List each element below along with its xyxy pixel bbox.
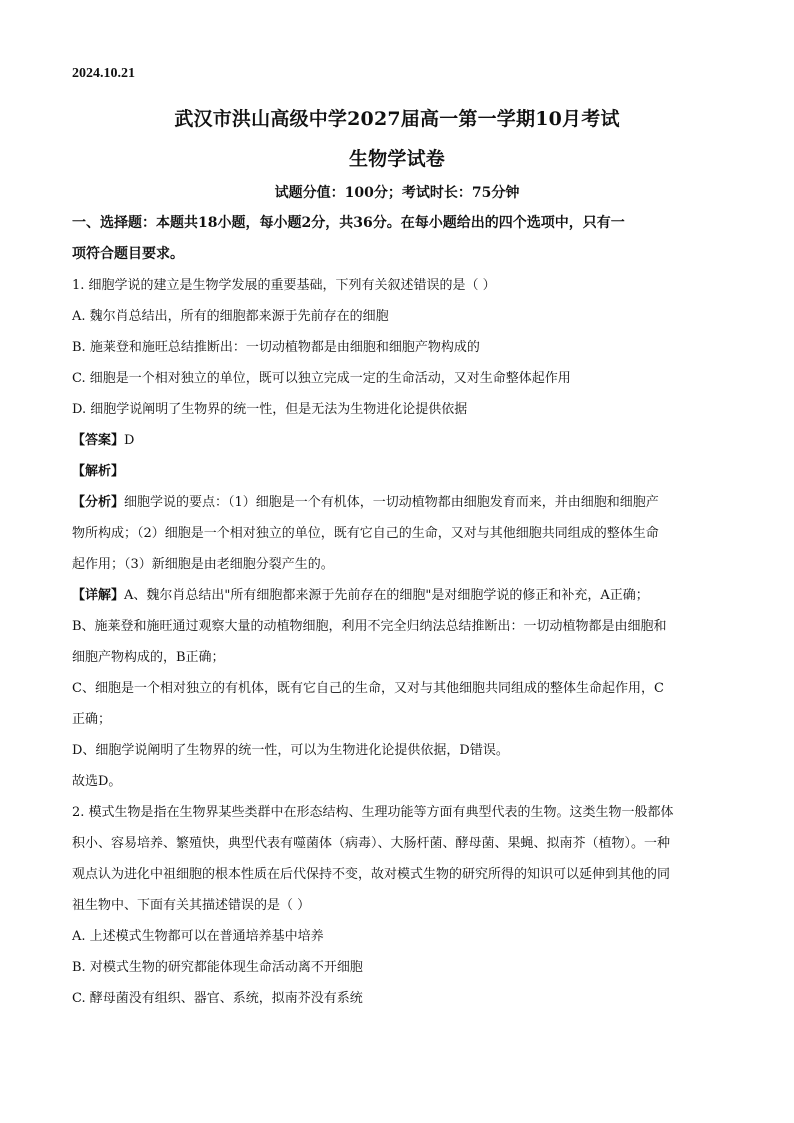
fenxi-text-1: 细胞学说的要点：（1）细胞是一个有机体，一切动植物都由细胞发育而来，并由细胞和细胞产 (124, 495, 659, 510)
question-2-option-c: C. 酵母菌没有组织、器官、系统，拟南芥没有系统 (72, 991, 363, 1006)
question-1-xiangjie-line5: 正确； (72, 712, 112, 727)
exam-subtitle: 生物学试卷 (348, 148, 445, 170)
answer-value: D (124, 433, 135, 448)
question-1-xiangjie-line3: 细胞产物构成的，B正确； (72, 650, 225, 665)
answer-label: 【答案】 (72, 433, 125, 448)
exam-content (72, 208, 724, 1014)
question-1-xiangjie-line2: B、施莱登和施旺通过观察大量的动植物细胞，利用不完全归纳法总结推断出：一切动植物都是由细胞和 (72, 619, 667, 634)
question-1-analysis-label: 【解析】 (72, 464, 125, 479)
question-2-stem-line3: 观点认为进化中祖细胞的根本性质在后代保持不变，故对模式生物的研究所得的知识可以延伸到其他的同 (72, 867, 671, 882)
fenxi-label: 【分析】 (72, 495, 125, 510)
question-1-option-c: C. 细胞是一个相对独立的单位，既可以独立完成一定的生命活动，又对生命整体起作用 (72, 371, 571, 386)
question-1-fenxi-line1 (72, 487, 724, 518)
question-1-fenxi-line2: 物所构成；（2）细胞是一个相对独立的单位，既有它自己的生命，又对与其他细胞共同组成的整体生命 (72, 526, 659, 541)
question-2-stem-line1: 2. 模式生物是指在生物界某些类群中在形态结构、生理功能等方面有典型代表的生物。这类生物一般都体 (72, 805, 674, 820)
question-1-answer (72, 425, 724, 456)
question-2-option-b: B. 对模式生物的研究都能体现生命活动离不开细胞 (72, 960, 363, 975)
section-instruction-line1: 一、选择题：本题共18小题，每小题2分，共36分。在每小题给出的四个选项中，只有一 (72, 215, 625, 231)
question-1-xiangjie-line1 (72, 580, 724, 611)
question-2-stem-line4: 祖生物中、下面有关其描述错误的是（ ） (72, 898, 311, 913)
question-1-xiangjie-line6: D、细胞学说阐明了生物界的统一性，可以为生物进化论提供依据，D错误。 (72, 743, 509, 758)
xiangjie-label: 【详解】 (72, 588, 125, 603)
xiangjie-text-1: A、魏尔肖总结出"所有细胞都来源于先前存在的细胞"是对细胞学说的修正和补充，A正确； (124, 588, 649, 603)
question-2-stem-line2: 积小、容易培养、繁殖快，典型代表有噬菌体（病毒）、大肠杆菌、酵母菌、果蝇、拟南芥（植物）。一种 (72, 836, 671, 851)
exam-date: 2024.10.21 (72, 66, 135, 81)
question-1-fenxi-line3: 起作用；（3）新细胞是由老细胞分裂产生的。 (72, 557, 334, 572)
question-1-stem: 1. 细胞学说的建立是生物学发展的重要基础，下列有关叙述错误的是（ ） (72, 278, 496, 293)
exam-title: 武汉市洪山高级中学2027届高一第一学期10月考试 (174, 108, 620, 130)
question-1-xiangjie-line4: C、细胞是一个相对独立的有机体，既有它自己的生命，又对与其他细胞共同组成的整体生命起作用，C (72, 681, 664, 696)
question-2-option-a: A. 上述模式生物都可以在普通培养基中培养 (72, 929, 324, 944)
question-1-conclusion: 故选D。 (72, 774, 122, 789)
question-1-option-b: B. 施莱登和施旺总结推断出：一切动植物都是由细胞和细胞产物构成的 (72, 340, 480, 355)
question-1-option-d: D. 细胞学说阐明了生物界的统一性，但是无法为生物进化论提供依据 (72, 402, 468, 417)
question-1-option-a: A. 魏尔肖总结出，所有的细胞都来源于先前存在的细胞 (72, 309, 389, 324)
exam-meta: 试题分值：100分；考试时长：75分钟 (274, 185, 520, 201)
section-instruction-line2: 项符合题目要求。 (72, 246, 184, 262)
